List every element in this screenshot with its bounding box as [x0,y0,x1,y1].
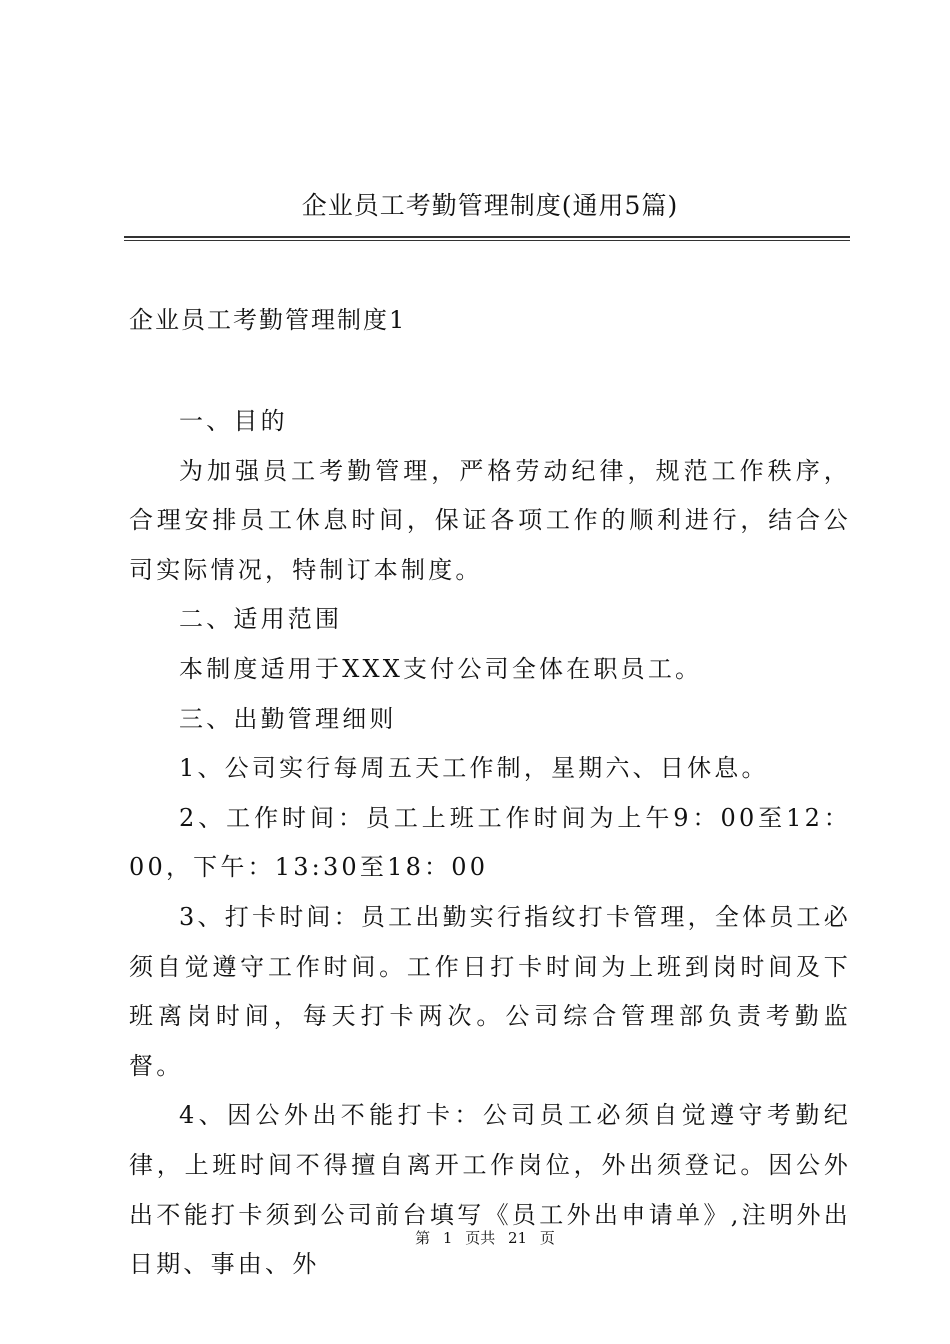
page-number: 第 1 页共 21 页 [415,1229,555,1247]
paragraph-scope: 本制度适用于XXX支付公司全体在职员工。 [179,654,703,683]
title-rule-thin [124,240,850,241]
paragraph-purpose: 为加强员工考勤管理，严格劳动纪律，规范工作秩序，合理安排员工休息时间，保证各项工作的顺利进行，结合公司实际情况，特制订本制度。 [129,456,851,584]
page-title: 企业员工考勤管理制度(通用5篇) [301,191,679,220]
heading-purpose: 一、目的 [179,407,288,435]
document-body [129,397,851,1290]
heading-attendance-rules: 三、出勤管理细则 [179,704,397,733]
section-title: 企业员工考勤管理制度1 [129,306,407,334]
paragraph-rule-2: 2、工作时间：员工上班工作时间为上午9：00至12：00，下午：13:30至18：00 [129,803,851,882]
heading-scope: 二、适用范围 [179,605,343,634]
title-rule-thick [124,236,850,238]
paragraph-rule-1: 1、公司实行每周五天工作制，星期六、日休息。 [179,754,769,783]
paragraph-rule-4: 4、因公外出不能打卡：公司员工必须自觉遵守考勤纪律，上班时间不得擅自离开工作岗位，外出须登记。因公外出不能打卡须到公司前台填写《员工外出申请单》,注明外出日期、事由、外 [129,1101,851,1279]
paragraph-rule-3: 3、打卡时间：员工出勤实行指纹打卡管理，全体员工必须自觉遵守工作时间。工作日打卡时间为上班到岗时间及下班离岗时间，每天打卡两次。公司综合管理部负责考勤监督。 [129,902,851,1080]
